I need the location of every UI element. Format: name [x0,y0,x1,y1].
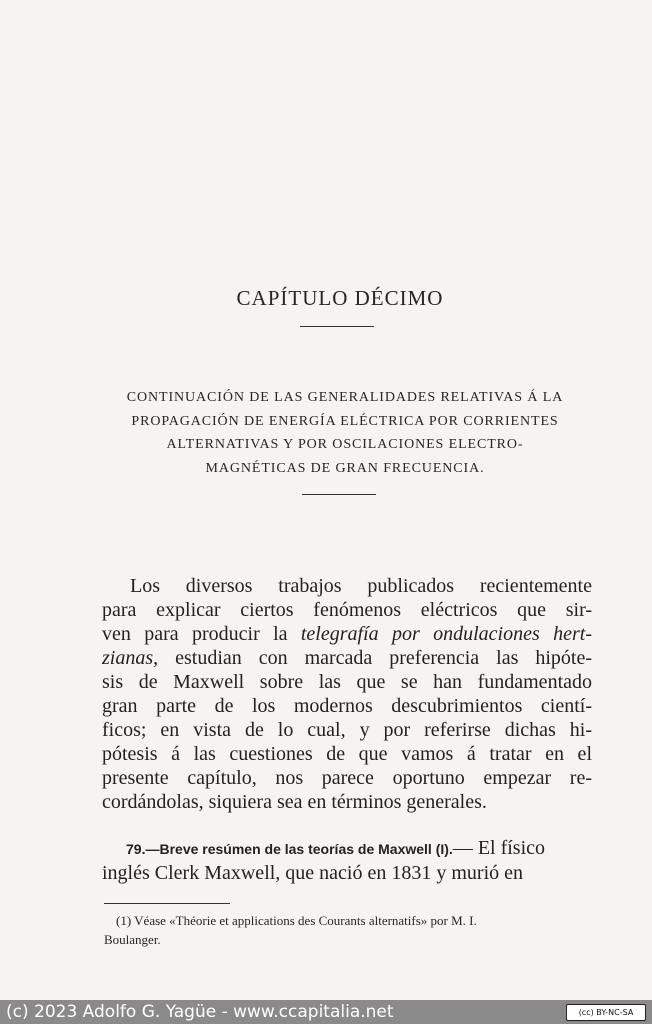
copyright-bar [0,1000,652,1024]
section-line: inglés Clerk Maxwell, que nació en 1831 y murió en [102,862,524,884]
subtitle-divider [302,494,376,495]
body-line: gran parte de los modernos descubrimientos cientí- [102,695,592,717]
footnote-line: Boulanger. [104,932,161,947]
footnote-line: (1) Véase «Théorie et applications des Courants alternatifs» por M. I. [116,913,477,928]
footnote-divider [104,903,230,904]
body-line: pótesis á las cuestiones de que vamos á tratar en el [102,743,592,765]
body-line: presente capítulo, nos parece oportuno empezar re- [102,767,592,789]
italic-term: zianas, [102,647,159,669]
section-heading: —Breve resúmen de las teorías de Maxwell (I). [145,841,453,857]
body-line: Los diversos trabajos publicados recientemente [130,575,592,597]
cc-license-badge[interactable]: (cc) BY-NC-SA [566,1004,646,1021]
subtitle-line: CONTINUACIÓN DE LAS GENERALIDADES RELATIVAS Á LA [126,390,564,405]
footnote [104,911,590,949]
section-text: — El físico [452,837,546,859]
body-text-run: estudian con marcada preferencia las hipóte- [158,647,592,669]
subtitle-line: MAGNÉTICAS DE GRAN FRECUENCIA. [205,460,485,476]
body-line: cordándolas, siquiera sea en términos generales. [102,791,487,813]
copyright-text: (c) 2023 Adolfo G. Yagüe - www.ccapitalia.net [6,1002,394,1022]
section-line [102,836,592,861]
body-line [102,646,592,670]
section-number: 79. [126,841,146,857]
italic-term: telegrafía por ondulaciones hert- [300,623,592,645]
body-line: ficos; en vista de lo cual, y por referirse dichas hi- [102,719,592,741]
section-79 [102,836,592,885]
title-divider [300,326,374,327]
chapter-subtitle [96,386,594,480]
subtitle-line: ALTERNATIVAS Y POR OSCILACIONES ELECTRO- [166,437,524,452]
body-line: sis de Maxwell sobre las que se han fundamentado [102,671,592,693]
body-paragraph [102,574,592,814]
body-line: para explicar ciertos fenómenos eléctricos que sir- [102,599,592,621]
body-text-run: ven para producir la [102,623,301,645]
body-line [102,622,592,646]
subtitle-line: PROPAGACIÓN DE ENERGÍA ELÉCTRICA POR CORRIENTES [131,413,559,429]
chapter-title: CAPÍTULO DÉCIMO [236,286,444,310]
